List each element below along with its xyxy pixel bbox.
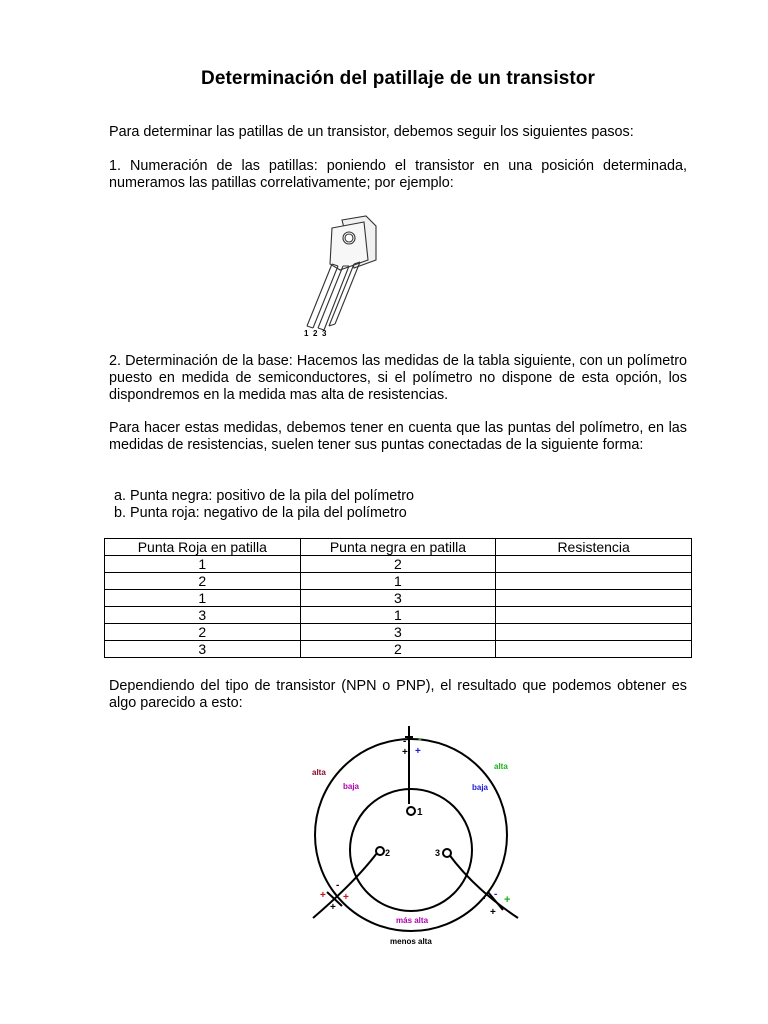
- table-cell: [496, 607, 692, 624]
- table-cell: 2: [300, 556, 496, 573]
- table-row: [105, 573, 692, 590]
- table-cell: [496, 573, 692, 590]
- table-cell: 1: [300, 607, 496, 624]
- diagram-pin-label-1: 1: [417, 807, 423, 818]
- sign-plus-blue-top: +: [415, 746, 421, 757]
- table-header-cell: Resistencia: [496, 539, 692, 556]
- sign-minus-black-top: -: [403, 736, 407, 747]
- diagram-pin-label-2: 2: [385, 848, 391, 858]
- sign-plus-green-right: +: [504, 894, 511, 906]
- sign-minus-blue-right: -: [494, 889, 498, 900]
- table-cell: [496, 590, 692, 607]
- table-cell: 2: [105, 624, 301, 641]
- measurements-table: [104, 538, 692, 658]
- probe-list-item-a: a. Punta negra: positivo de la pila del polímetro: [114, 488, 414, 504]
- pin-3-terminal: [443, 849, 451, 857]
- pin-resistance-diagram: [296, 720, 536, 952]
- pin-3-lead: [448, 853, 518, 918]
- table-row: [105, 590, 692, 607]
- table-cell: 3: [105, 641, 301, 658]
- label-baja-left: baja: [343, 782, 360, 791]
- table-cell: [496, 641, 692, 658]
- table-cell: 3: [300, 624, 496, 641]
- table-row: [105, 556, 692, 573]
- sign-plus-red-left: +: [320, 890, 326, 901]
- intro-paragraph: Para determinar las patillas de un transistor, debemos seguir los siguientes pasos:: [109, 124, 634, 140]
- label-mas-alta: más alta: [396, 916, 429, 925]
- table-cell: [496, 624, 692, 641]
- transistor-illustration: [296, 208, 386, 340]
- sign-plus-black-right: +: [490, 907, 496, 918]
- table-cell: 3: [300, 590, 496, 607]
- conclusion-paragraph: Dependiendo del tipo de transistor (NPN o PNP), el resultado que podemos obtener es algo parecido a esto:: [109, 678, 687, 711]
- transistor-pin-label-1: 1: [304, 329, 309, 338]
- pin-1-terminal: [407, 807, 415, 815]
- table-header-row: [105, 539, 692, 556]
- table-row: [105, 607, 692, 624]
- table-cell: 2: [300, 641, 496, 658]
- pin-2-lead: [313, 853, 377, 918]
- transistor-pin-label-2: 2: [313, 329, 318, 338]
- sign-plus-black-top: +: [402, 747, 408, 758]
- sign-minus-black-left: -: [336, 880, 340, 891]
- table-cell: 3: [105, 607, 301, 624]
- label-baja-right: baja: [472, 783, 489, 792]
- step-1-paragraph: 1. Numeración de las patillas: poniendo el transistor en una posición determinada, numeramos las patillas correlativamente; por ejemplo:: [109, 158, 687, 191]
- table-header-cell: Punta negra en patilla: [300, 539, 496, 556]
- pin-2-terminal: [376, 847, 384, 855]
- table-cell: 1: [105, 590, 301, 607]
- sign-plus-red-left-2: +: [343, 892, 349, 903]
- table-cell: 1: [300, 573, 496, 590]
- step-2-paragraph: 2. Determinación de la base: Hacemos las medidas de la tabla siguiente, con un polímetro puesto en medida de semiconductores, si el polímetro no dispone de esta opción, los dispondremos en la medida mas alta de resistencias.: [109, 353, 687, 403]
- label-alta-left: alta: [312, 768, 326, 777]
- sign-plus-black-left: +: [330, 902, 336, 913]
- sign-minus-green-top: -: [418, 733, 422, 745]
- table-cell: 1: [105, 556, 301, 573]
- label-menos-alta: menos alta: [390, 937, 432, 946]
- table-cell: 2: [105, 573, 301, 590]
- probes-note-paragraph: Para hacer estas medidas, debemos tener en cuenta que las puntas del polímetro, en las medidas de resistencias, suelen tener sus puntas conectadas de la siguiente forma:: [109, 420, 687, 453]
- label-alta-right: alta: [494, 762, 508, 771]
- document-title: Determinación del patillaje de un transistor: [201, 68, 595, 89]
- table-row: [105, 641, 692, 658]
- sign-minus-black-right: -: [482, 893, 486, 904]
- table-cell: [496, 556, 692, 573]
- probe-list-item-b: b. Punta roja: negativo de la pila del polímetro: [114, 505, 407, 521]
- transistor-pin-label-3: 3: [322, 329, 327, 338]
- diagram-pin-label-3: 3: [435, 848, 441, 858]
- table-header-cell: Punta Roja en patilla: [105, 539, 301, 556]
- table-row: [105, 624, 692, 641]
